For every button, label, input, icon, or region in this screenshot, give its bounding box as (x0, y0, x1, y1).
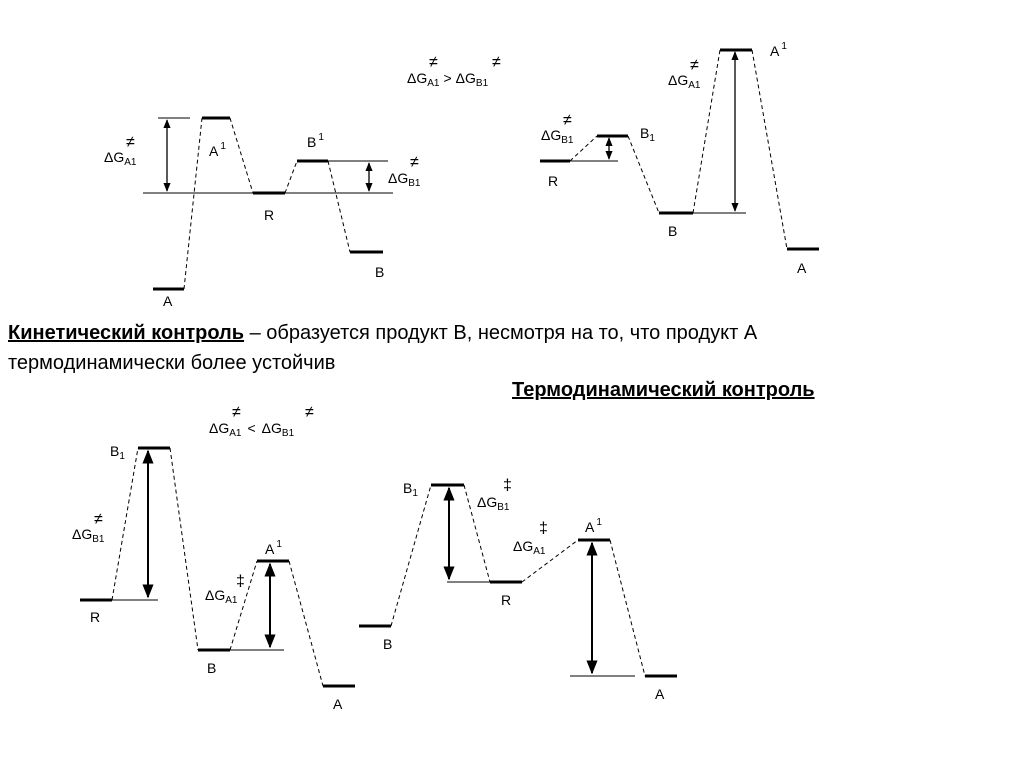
label-B1: B $^1$ (307, 132, 324, 150)
panel-kinetic-top (104, 54, 501, 309)
path (752, 50, 787, 249)
dg-A1-label (668, 57, 701, 91)
svg-text:ΔGA1>ΔGB1: $\Delta G_{A1} > \Delta G_{B1}$ (407, 70, 489, 89)
svg-text:≠: ≠ (429, 54, 438, 71)
label-A1: A $^1$ (265, 539, 282, 557)
label-A: A (797, 260, 807, 276)
label-B1: $B_1$ (403, 480, 418, 499)
label-A: A (655, 686, 665, 702)
kinetic-title: Кинетический контроль (8, 322, 245, 344)
dg-B1-label (388, 154, 421, 189)
path (610, 540, 645, 676)
label-R: R (501, 592, 512, 608)
svg-text:ΔGB1: $\Delta G_{B1}$ (477, 494, 510, 513)
path (693, 50, 720, 213)
path (285, 161, 297, 193)
svg-text:≠: ≠ (410, 154, 419, 171)
svg-text:≠: ≠ (126, 134, 135, 151)
panel-top-right (540, 41, 819, 276)
svg-text:≠: ≠ (492, 54, 501, 71)
label-A1: A $^1$ (209, 141, 226, 159)
path (170, 448, 198, 650)
path (230, 118, 253, 193)
svg-text:ΔGA1: $\Delta G_{A1}$ (513, 538, 546, 557)
path (289, 561, 323, 686)
dg-A1-label (205, 573, 245, 606)
comparison-label (209, 404, 314, 439)
panel-bottom-left (72, 404, 355, 712)
label-A: A (163, 293, 173, 309)
svg-text:≠: ≠ (232, 404, 241, 421)
label-R: R (264, 207, 275, 223)
kinetic-caption-line-1 (8, 318, 757, 348)
svg-text:‡: ‡ (503, 477, 512, 494)
dg-B1-label (477, 477, 512, 513)
path (570, 136, 597, 161)
dg-A1-label (104, 134, 137, 168)
panel-bottom-right (359, 477, 677, 702)
svg-text:ΔGA1: $\Delta G_{A1}$ (104, 149, 137, 168)
kinetic-text: – образуется продукт B, несмотря на то, что продукт А (244, 322, 758, 344)
label-A1: A $^1$ (770, 41, 787, 59)
comparison-label (407, 54, 501, 89)
kinetic-caption-line-2 (8, 348, 335, 378)
path (391, 485, 431, 626)
svg-text:ΔGB1: $\Delta G_{B1}$ (388, 170, 421, 189)
label-A1: A $^1$ (585, 517, 602, 535)
svg-text:ΔGA1: $\Delta G_{A1}$ (205, 587, 238, 606)
label-R: R (90, 609, 101, 625)
thermo-title: Термодинамический контроль (512, 379, 815, 401)
path (628, 136, 659, 213)
label-B: B (668, 223, 678, 239)
svg-text:≠: ≠ (563, 112, 572, 129)
svg-text:ΔGB1: $\Delta G_{B1}$ (72, 526, 105, 545)
label-B: B (207, 660, 217, 676)
kinetic-text-continued: термодинамически более устойчив (8, 352, 336, 374)
path (112, 448, 138, 600)
svg-text:≠: ≠ (94, 511, 103, 528)
path (184, 118, 202, 289)
svg-text:≠: ≠ (305, 404, 314, 421)
label-B1: $B_1$ (640, 125, 655, 144)
thermo-caption (512, 375, 815, 405)
svg-text:ΔGA1<ΔGB1: $\Delta G_{A1} < \Delta G_{B1}$ (209, 420, 295, 439)
dg-A1-label (513, 520, 548, 557)
dg-B1-label (72, 511, 105, 545)
label-B1: $B_1$ (110, 443, 125, 462)
label-R: R (548, 173, 559, 189)
label-B: B (383, 636, 393, 652)
svg-text:ΔGB1: $\Delta G_{B1}$ (541, 127, 574, 146)
label-A: A (333, 696, 343, 712)
label-B: B (375, 264, 385, 280)
svg-text:‡: ‡ (236, 573, 245, 590)
path (328, 161, 350, 252)
svg-text:‡: ‡ (539, 520, 548, 537)
svg-text:ΔGA1: $\Delta G_{A1}$ (668, 72, 701, 91)
dg-B1-label (541, 112, 574, 146)
svg-text:≠: ≠ (690, 57, 699, 74)
